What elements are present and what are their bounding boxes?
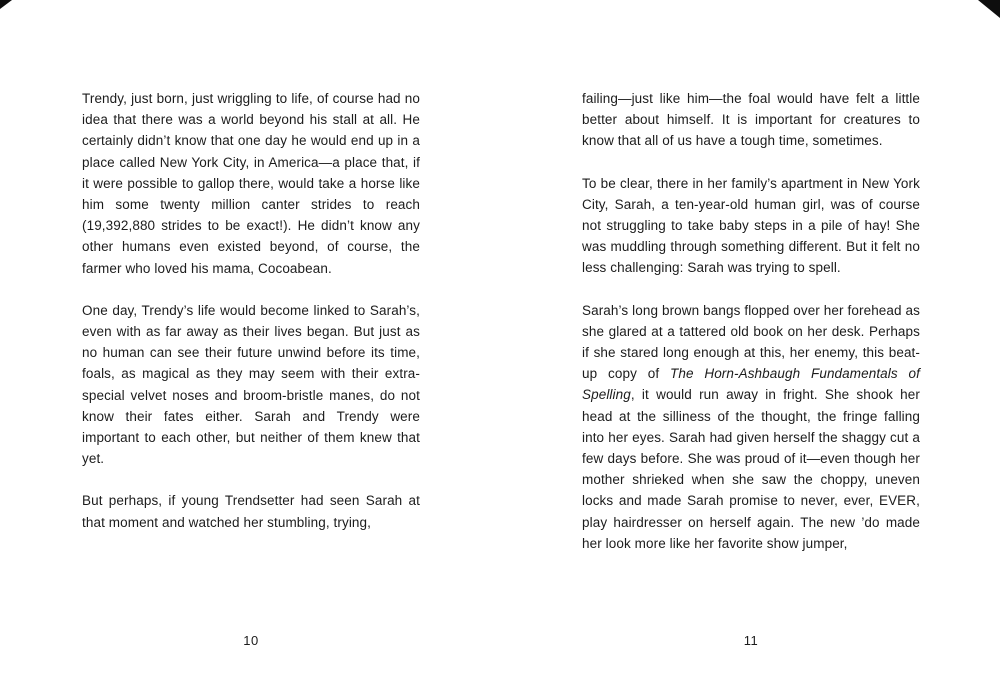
body-text: Sarah’s long brown bangs flopped over her forehead as she glared at a tattered old book on her desk. Perhaps if she stared long enough at this, her enemy, this beat-up copy of (582, 302, 920, 382)
body-text: One day, Trendy’s life would become linked to Sarah’s, even with as far away as their lives began. But just as no human can see their future unwind before its time, foals, as magical as they may seem with their extra-special velvet noses and broom-bristle manes, do not know their fates either. Sarah and Trendy were important to each other, but neither of them knew that yet. (82, 302, 420, 467)
page-number-left: 10 (243, 633, 259, 648)
paragraph (582, 88, 920, 152)
paragraph (82, 88, 420, 279)
page-right-text (582, 88, 920, 554)
page-number-right: 11 (743, 633, 759, 648)
paragraph (82, 300, 420, 470)
body-text: But perhaps, if young Trendsetter had seen Sarah at that moment and watched her stumbling, trying, (82, 493, 420, 530)
paragraph (582, 300, 920, 554)
body-text: failing—just like him—the foal would have felt a little better about himself. It is important for creatures to know that all of us have a tough time, sometimes. (582, 91, 920, 149)
body-text: To be clear, there in her family’s apartment in New York City, Sarah, a ten-year-old human girl, was of course not struggling to take baby steps in a pile of hay! She was muddling through something different. But it felt no less challenging: Sarah was trying to spell. (582, 175, 920, 276)
paragraph (82, 490, 420, 532)
paragraph (582, 173, 920, 279)
book-title-italic: The Horn-Ashbaugh Fundamentals of Spelling (582, 366, 920, 403)
page-right (500, 0, 1000, 690)
page-left-text (82, 88, 420, 533)
body-text: Trendy, just born, just wriggling to life, of course had no idea that there was a world beyond his stall at all. He certainly didn’t know that one day he would end up in a place called New York City, in America—a place that, if it were possible to gallop there, would take a horse like him some twenty million canter strides to reach (19,392,880 strides to be exact!). He didn’t know any other humans even existed beyond, of course, the farmer who loved his mama, Cocoabean. (82, 91, 420, 276)
body-text: , it would run away in fright. She shook her head at the silliness of the thought, the fringe falling into her eyes. Sarah had given herself the shaggy cut a few days before. She was proud of it—even though her mother shrieked when she saw the choppy, uneven locks and made Sarah promise to never, ever, EVER, play hairdresser on herself again. The new ’do made her look more like her favorite show jumper, (582, 387, 920, 551)
